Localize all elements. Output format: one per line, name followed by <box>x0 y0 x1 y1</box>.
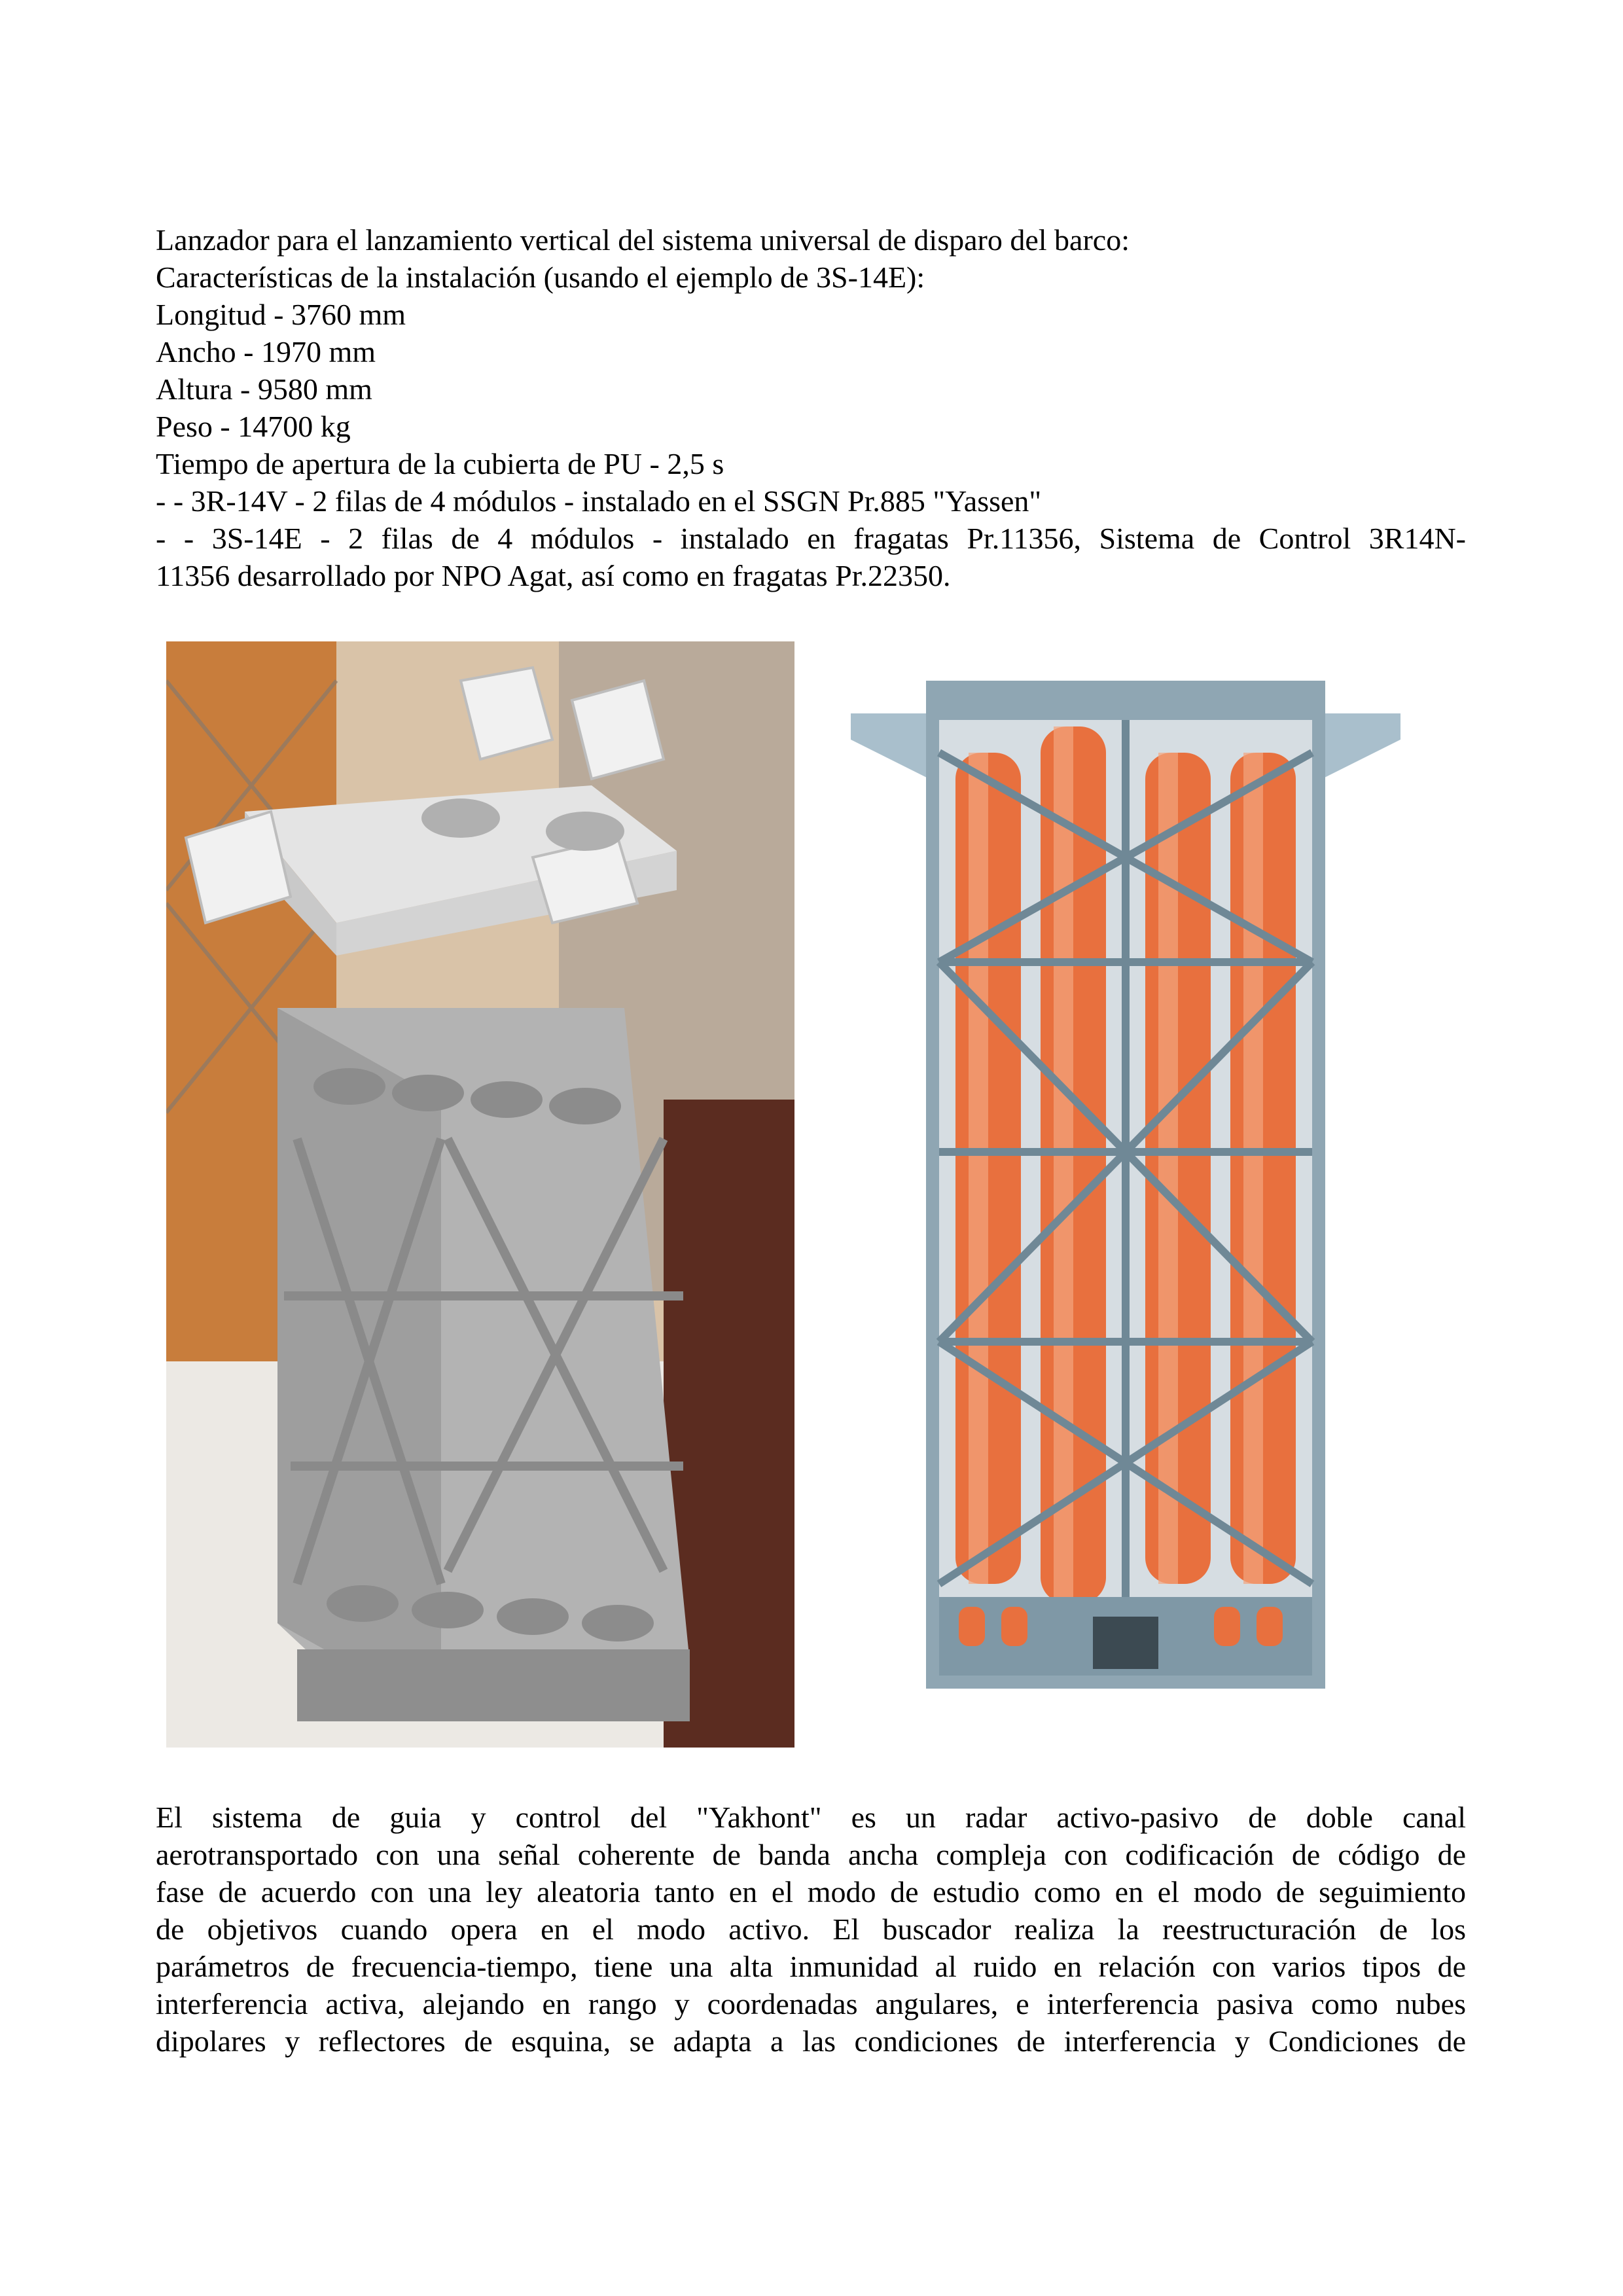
yakhont-guidance-text <box>156 1799 1466 2060</box>
launcher-specs-text <box>156 221 1466 594</box>
body-line-4: de objetivos cuando opera en el modo activo. El buscador realiza la reestructuración de los <box>156 1912 1466 1946</box>
launcher-cutaway-diagram <box>851 674 1400 1708</box>
spec-length: Longitud - 3760 mm <box>156 298 406 331</box>
intro-line-characteristics: Características de la instalación (usando el ejemplo de 3S-14E): <box>156 260 925 294</box>
launcher-model-photo <box>166 641 794 1748</box>
intro-line-title: Lanzador para el lanzamiento vertical del sistema universal de disparo del barco: <box>156 223 1130 257</box>
spec-weight: Peso - 14700 kg <box>156 410 351 443</box>
spec-height: Altura - 9580 mm <box>156 372 372 406</box>
spec-width: Ancho - 1970 mm <box>156 335 376 368</box>
body-line-2: aerotransportado con una señal coherente de banda ancha compleja con codificación de código de <box>156 1838 1466 1871</box>
variant-3s14e-line2: 11356 desarrollado por NPO Agat, así como en fragatas Pr.22350. <box>156 559 951 592</box>
variant-3s14e-line1: - - 3S-14E - 2 filas de 4 módulos - instalado en fragatas Pr.11356, Sistema de Control 3R14N- <box>156 522 1466 555</box>
body-line-6: interferencia activa, alejando en rango y coordenadas angulares, e interferencia pasiva como nubes <box>156 1987 1466 2020</box>
spec-opening-time: Tiempo de apertura de la cubierta de PU - 2,5 s <box>156 447 724 480</box>
variant-3r14v: - - 3R-14V - 2 filas de 4 módulos - instalado en el SSGN Pr.885 "Yassen" <box>156 484 1042 518</box>
body-line-1: El sistema de guia y control del "Yakhont" es un radar activo-pasivo de doble canal <box>156 1801 1466 1834</box>
body-line-3: fase de acuerdo con una ley aleatoria tanto en el modo de estudio como en el modo de seguimiento <box>156 1875 1466 1909</box>
body-line-5: parámetros de frecuencia-tiempo, tiene una alta inmunidad al ruido en relación con varios tipos de <box>156 1950 1466 1983</box>
body-line-7: dipolares y reflectores de esquina, se adapta a las condiciones de interferencia y Condiciones de <box>156 2024 1466 2058</box>
